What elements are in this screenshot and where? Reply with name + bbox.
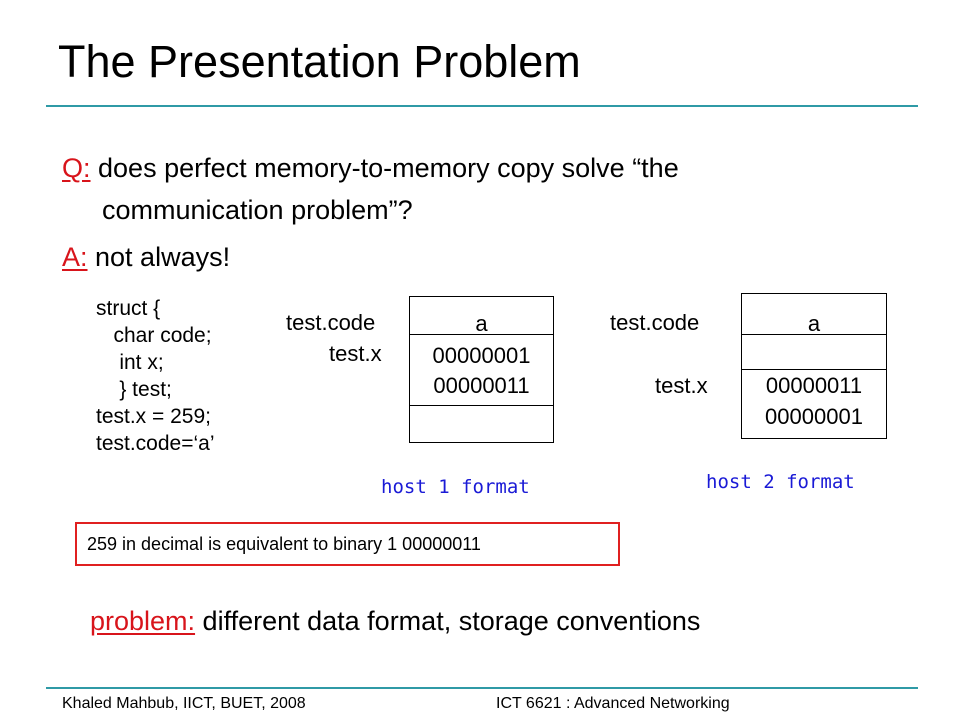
problem-line (90, 604, 700, 638)
footer-author: Khaled Mahbub, IICT, BUET, 2008 (62, 695, 306, 712)
host1-cell: a (475, 311, 488, 336)
question-line-1 (62, 151, 679, 185)
code-line: } test; (96, 378, 172, 401)
host1-cell-divider (410, 334, 553, 335)
host2-cell-divider (742, 334, 886, 335)
host2-cell: 00000001 (765, 404, 863, 429)
binary-note-box: 259 in decimal is equivalent to binary 1 00000011 (75, 522, 620, 566)
question-text-2: communication problem”? (102, 195, 413, 225)
host1-label-test-x: test.x (329, 341, 382, 366)
host1-label-test-code: test.code (286, 310, 376, 335)
host2-cell: 00000011 (765, 373, 863, 398)
host1-cell-divider (410, 405, 553, 406)
struct-code-block (96, 295, 215, 457)
answer-text: not always! (87, 242, 231, 272)
question-tag: Q: (62, 153, 91, 183)
question-text-1: does perfect memory-to-memory copy solve “the (90, 153, 679, 183)
title-divider (46, 105, 918, 107)
problem-text: different data format, storage conventions (195, 606, 701, 636)
host2-memory-box (741, 293, 887, 439)
problem-tag: problem: (90, 606, 196, 636)
answer-line (62, 240, 230, 274)
answer-tag: A: (62, 242, 88, 272)
host2-format-label: host 2 format (706, 471, 855, 493)
host1-cell: 00000001 (432, 343, 531, 368)
footer-course: ICT 6621 : Advanced Networking (496, 695, 730, 712)
code-line: test.x = 259; (96, 405, 211, 428)
code-line: test.code=‘a’ (96, 432, 215, 455)
host1-cell: 00000011 (433, 373, 530, 398)
host2-cell: a (807, 311, 821, 336)
host2-label-test-x: test.x (655, 373, 708, 398)
host2-label-test-code: test.code (610, 310, 700, 335)
code-line: int x; (96, 351, 164, 374)
host1-memory-box (409, 296, 554, 443)
slide-title: The Presentation Problem (58, 36, 581, 87)
footer-divider (46, 687, 918, 689)
code-line: char code; (96, 324, 212, 347)
host2-cell-divider (742, 369, 886, 370)
host1-format-label: host 1 format (381, 476, 530, 498)
code-line: struct { (96, 297, 161, 320)
